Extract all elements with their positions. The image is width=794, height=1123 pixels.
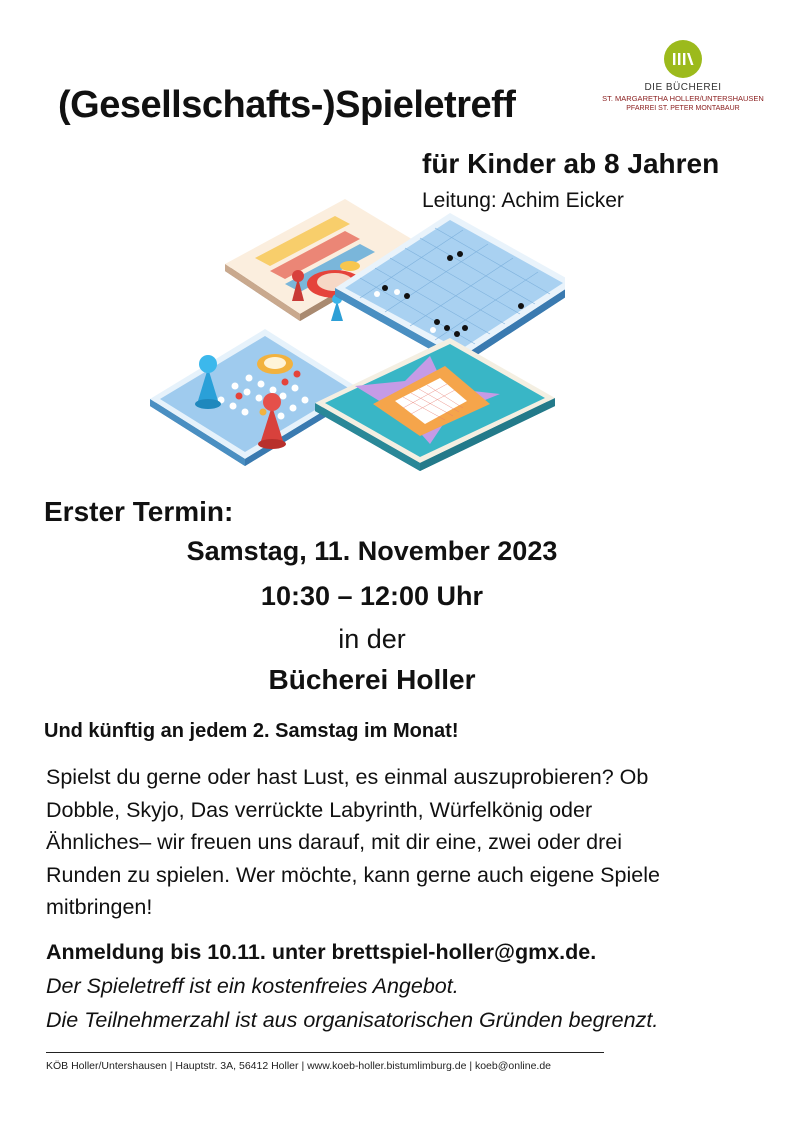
footer-divider (46, 1052, 604, 1053)
body-line: Dobble, Skyjo, Das verrückte Labyrinth, Würfelkönig oder (46, 797, 593, 822)
body-line: mitbringen! (46, 895, 153, 919)
body-line: Ähnliches– wir freuen uns darauf, mit dir eine, zwei oder drei (46, 830, 623, 854)
leader-line: Leitung: Achim Eicker (422, 189, 624, 212)
body-line: Runden zu spielen. Wer möchte, kann gerne auch eigene Spiele (46, 862, 660, 887)
star-board-image (315, 338, 555, 471)
body-line: Spielst du gerne oder hast Lust, es einmal auszuprobieren? Ob (46, 765, 649, 789)
recurring-note: Und künftig an jedem 2. Samstag im Monat! (44, 720, 459, 742)
page-subtitle: für Kinder ab 8 Jahren (422, 148, 720, 179)
logo-line-3: PFARREI ST. PETER MONTABAUR (626, 105, 740, 112)
logo-line-2: ST. MARGARETHA HOLLER/UNTERSHAUSEN (602, 94, 764, 103)
page-title: (Gesellschafts-)Spieletreff (58, 84, 516, 126)
library-logo (598, 40, 768, 130)
participant-limit-note: Die Teilnehmerzahl ist aus organisatorischen Gründen begrenzt. (46, 1008, 659, 1032)
event-location-prefix: in der (338, 624, 406, 654)
event-date: Samstag, 11. November 2023 (186, 536, 558, 566)
footer-contact: KÖB Holler/Untershausen | Hauptstr. 3A, 56412 Holler | www.koeb-holler.bistumlimburg.de | koeb@online.de (46, 1060, 552, 1072)
event-time: 10:30 – 12:00 Uhr (260, 581, 484, 611)
registration-note: Anmeldung bis 10.11. unter brettspiel-holler@gmx.de. (46, 940, 597, 964)
logo-line-1: DIE BÜCHEREI (644, 82, 722, 93)
first-date-label: Erster Termin: (44, 496, 234, 527)
library-logo-icon (664, 40, 702, 78)
event-venue: Bücherei Holler (268, 664, 476, 695)
board-games-illustration (145, 196, 565, 481)
free-offer-note: Der Spieletreff ist ein kostenfreies Angebot. (46, 974, 459, 998)
body-text (46, 761, 746, 924)
